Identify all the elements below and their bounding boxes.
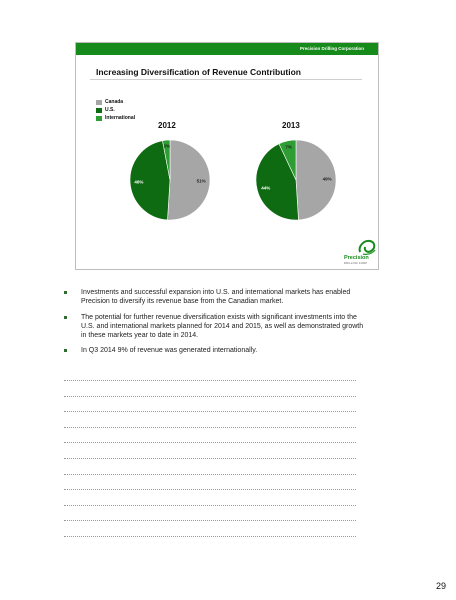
legend-item-international (96, 114, 135, 122)
pie-chart-2013 (254, 138, 338, 222)
page-number: 29 (435, 581, 446, 591)
bullet-text: In Q3 2014 9% of revenue was generated internationally. (81, 347, 258, 355)
slide-image (75, 42, 379, 270)
bullet-list (64, 288, 364, 362)
bullet-item (64, 346, 364, 355)
slide-title: Increasing Diversification of Revenue Contribution (96, 67, 301, 77)
legend-swatch (96, 108, 102, 113)
pie-value-label: 51% (196, 178, 206, 184)
pie-value-label: 49% (322, 176, 332, 182)
bullet-icon (64, 316, 67, 319)
chart-title-2013: 2013 (282, 121, 300, 130)
note-line (64, 520, 356, 521)
note-line (64, 489, 356, 490)
bullet-text: The potential for further revenue diversification exists with significant investments into the U.S. and international markets planned for 2014 and 2015, as well as demonstrated growth in these markets year to date in 2014. (81, 313, 364, 340)
bullet-icon (64, 349, 67, 352)
note-line (64, 505, 356, 506)
chart-legend (96, 98, 135, 122)
note-line (64, 474, 356, 475)
note-line (64, 411, 356, 412)
note-line (64, 427, 356, 428)
notes-area (64, 380, 356, 552)
pie-value-label: 7% (285, 144, 292, 150)
legend-label: International (105, 115, 136, 121)
legend-swatch (96, 116, 102, 121)
bullet-item (64, 313, 364, 341)
bullet-icon (64, 291, 67, 294)
note-line (64, 396, 356, 397)
legend-swatch (96, 100, 102, 105)
title-divider (90, 79, 362, 80)
pie-value-label: 3% (163, 143, 171, 149)
pie-value-label: 46% (134, 179, 144, 185)
bullet-item (64, 288, 364, 307)
slide-header-bar (76, 43, 378, 55)
bullet-text: Investments and successful expansion into U.S. and international markets has enabled Precision to diversify its revenue base from the Canadian market. (81, 289, 351, 306)
note-line (64, 458, 356, 459)
note-line (64, 536, 356, 537)
legend-item-canada (96, 98, 135, 106)
pie-chart-2012 (128, 138, 212, 222)
chart-title-2012: 2012 (158, 121, 176, 130)
logo-subtext: DRILLING CORP (344, 262, 368, 265)
logo-wordmark: Precision (344, 255, 369, 261)
pie-value-label: 44% (261, 185, 271, 191)
company-name: Precision Drilling Corporation (299, 46, 364, 51)
legend-label: U.S. (105, 107, 115, 113)
legend-label: Canada (105, 99, 124, 105)
note-line (64, 442, 356, 443)
legend-item-us (96, 106, 135, 114)
note-line (64, 380, 356, 381)
precision-logo-icon (356, 238, 378, 256)
